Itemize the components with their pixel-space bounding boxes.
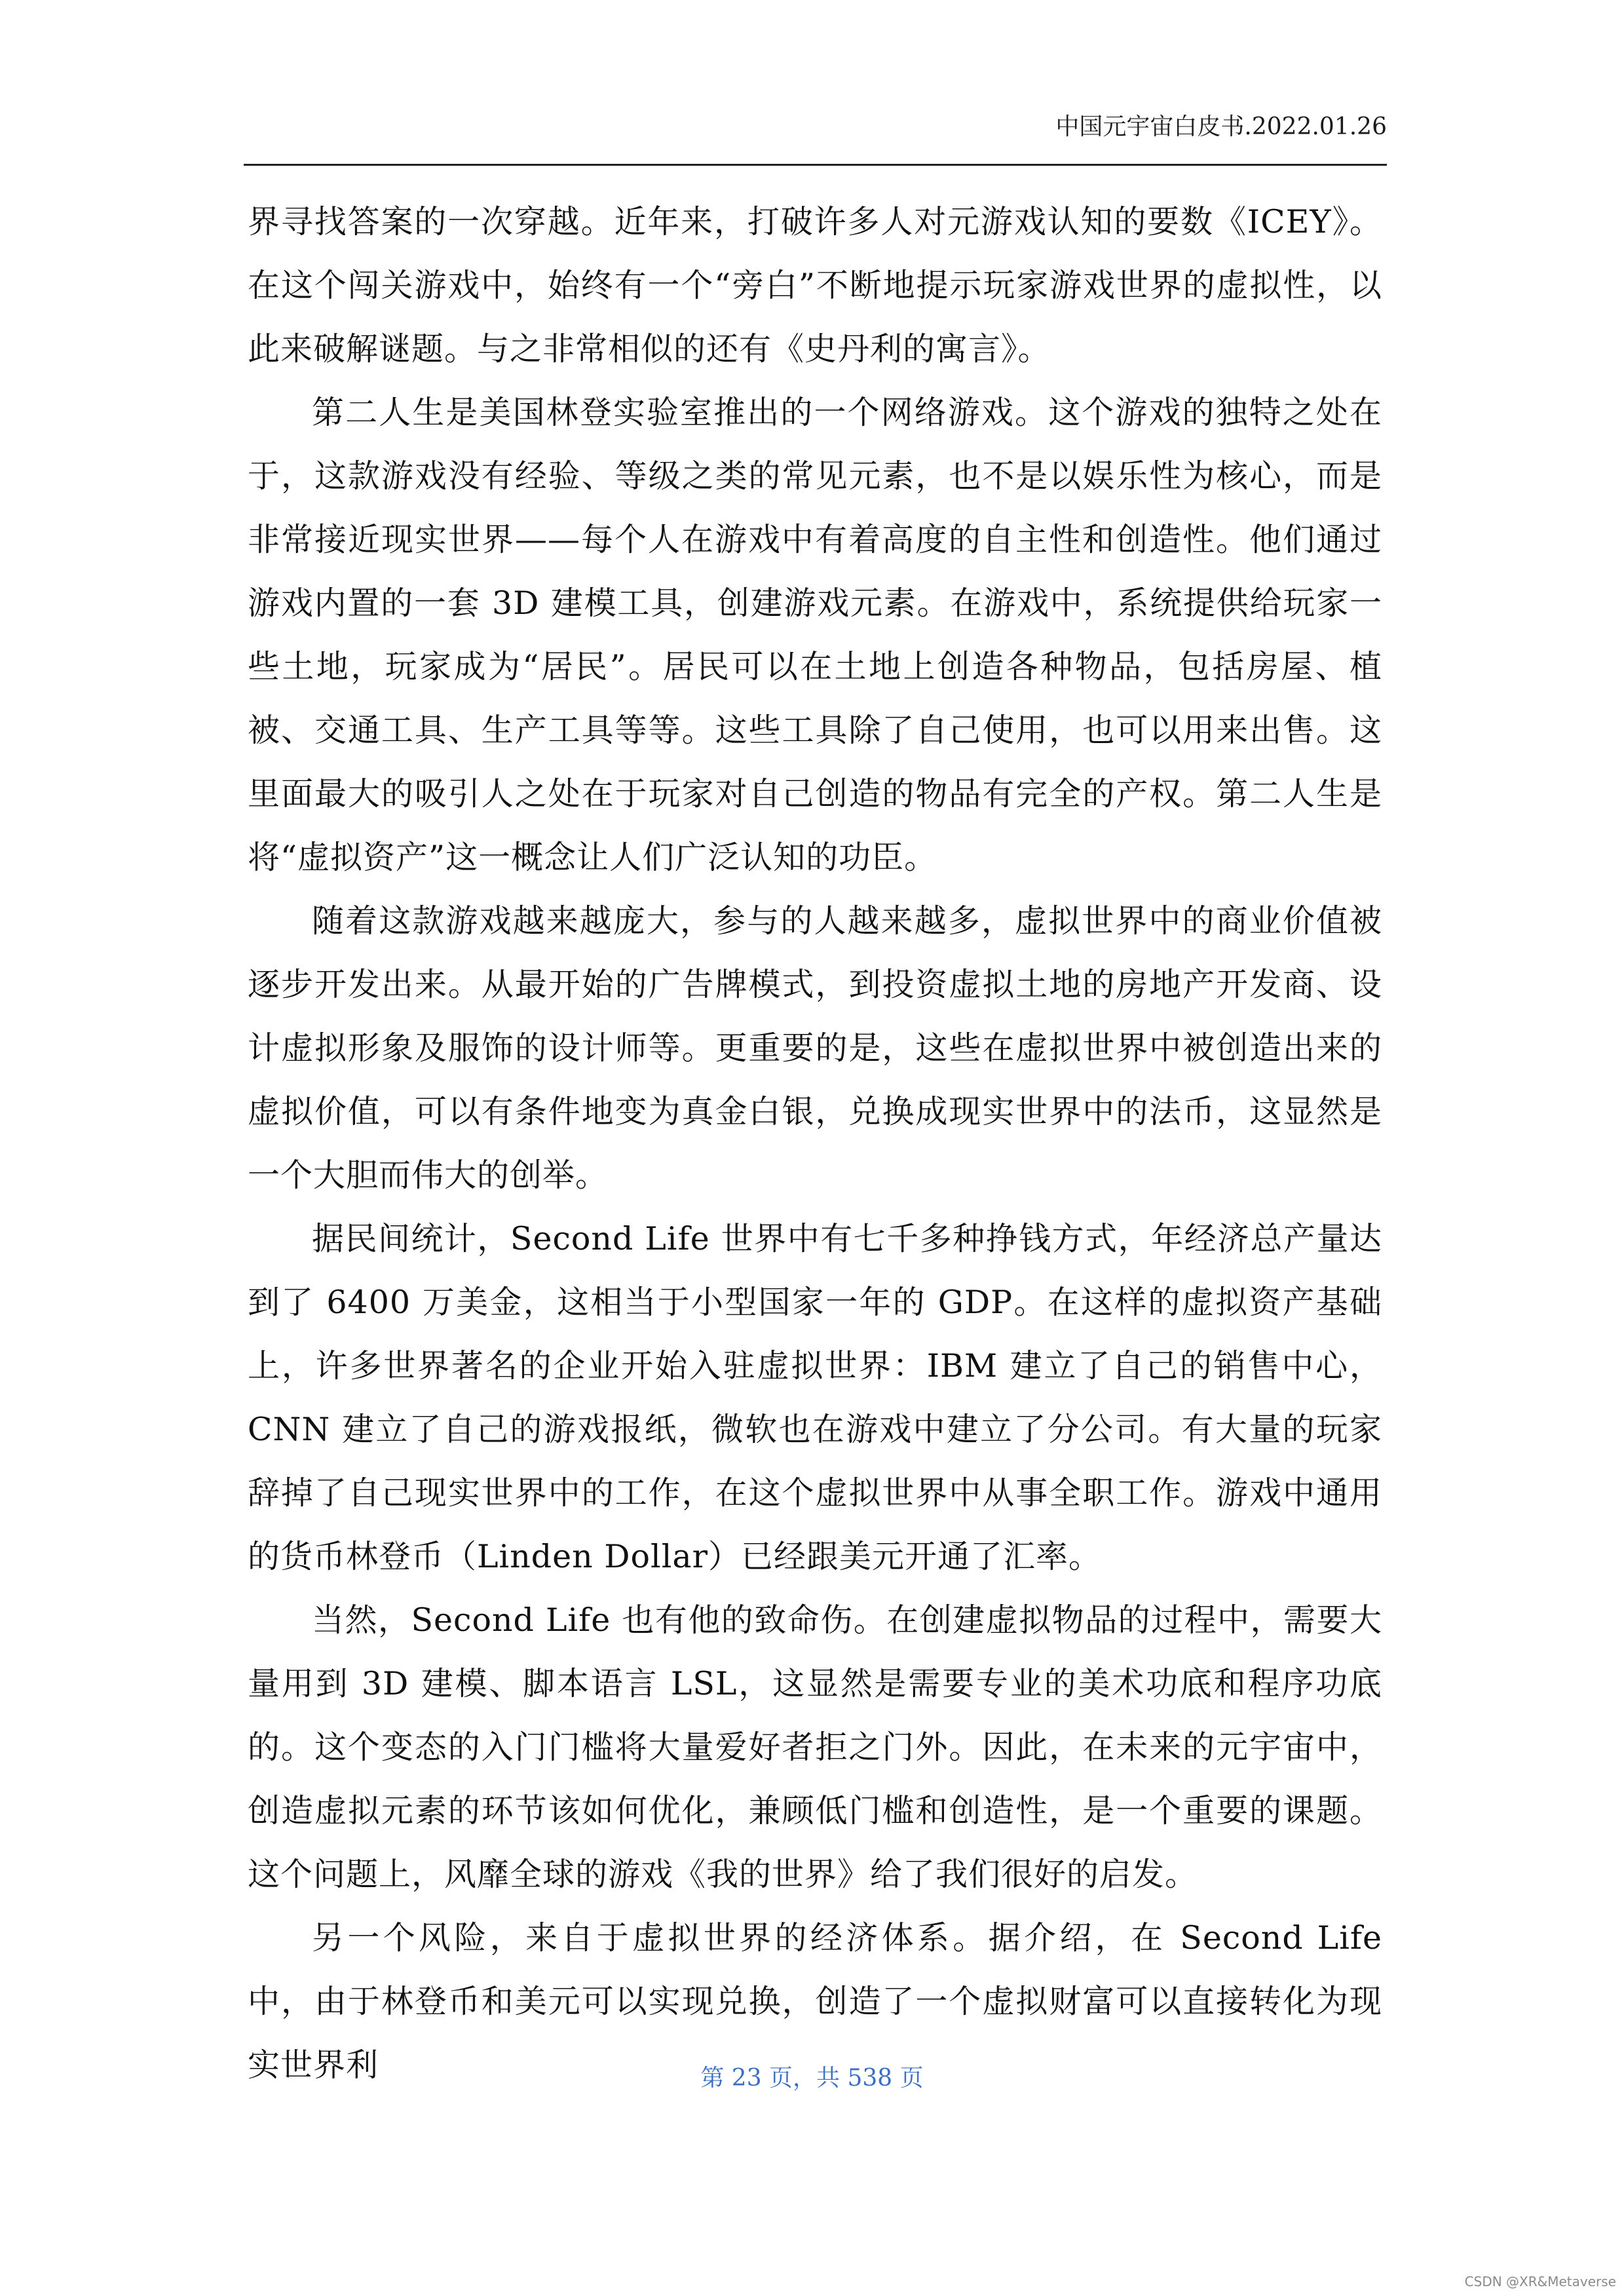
page-footer [0, 2063, 1624, 2094]
page-number: 第 23 页，共 538 页 [700, 2065, 924, 2092]
watermark: CSDN @XR&Metaverse [1464, 2274, 1616, 2289]
paragraph-4: 据民间统计，Second Life 世界中有七千多种挣钱方式，年经济总产量达到了 6400 万美金，这相当于小型国家一年的 GDP。在这样的虚拟资产基础上，许多世界著名的企业开始入驻虚拟世界：IBM 建立了自己的销售中心，CNN 建立了自己的游戏报纸，微软也在游戏中建立了分公司。有大量的玩家辞掉了自己现实世界中的工作，在这个虚拟世界中从事全职工作。游戏中通用的货币林登币（Linden Dollar）已经跟美元开通了汇率。 [248, 1220, 1382, 1575]
paragraph-5: 当然，Second Life 也有他的致命伤。在创建虚拟物品的过程中，需要大量用到 3D 建模、脚本语言 LSL，这显然是需要专业的美术功底和程序功底的。这个变态的入门门槛将大量爱好者拒之门外。因此，在未来的元宇宙中，创造虚拟元素的环节该如何优化，兼顾低门槛和创造性，是一个重要的课题。这个问题上，风靡全球的游戏《我的世界》给了我们很好的启发。 [248, 1601, 1382, 1893]
paragraph-6: 另一个风险，来自于虚拟世界的经济体系。据介绍，在 Second Life 中，由于林登币和美元可以实现兑换，创造了一个虚拟财富可以直接转化为现实世界利 [248, 1919, 1382, 2084]
paragraph-1: 界寻找答案的一次穿越。近年来，打破许多人对元游戏认知的要数《ICEY》。在这个闯关游戏中，始终有一个“旁白”不断地提示玩家游戏世界的虚拟性，以此来破解谜题。与之非常相似的还有《史丹利的寓言》。 [248, 203, 1382, 368]
document-title: 中国元宇宙白皮书.2022.01.26 [1055, 113, 1387, 140]
document-body [248, 190, 1382, 2097]
header-divider [244, 164, 1387, 166]
paragraph-2: 第二人生是美国林登实验室推出的一个网络游戏。这个游戏的独特之处在于，这款游戏没有经验、等级之类的常见元素，也不是以娱乐性为核心，而是非常接近现实世界——每个人在游戏中有着高度的自主性和创造性。他们通过游戏内置的一套 3D 建模工具，创建游戏元素。在游戏中，系统提供给玩家一些土地，玩家成为“居民”。居民可以在土地上创造各种物品，包括房屋、植被、交通工具、生产工具等等。这些工具除了自己使用，也可以用来出售。这里面最大的吸引人之处在于玩家对自己创造的物品有完全的产权。第二人生是将“虚拟资产”这一概念让人们广泛认知的功臣。 [248, 394, 1382, 876]
page-header [244, 111, 1387, 143]
paragraph-3: 随着这款游戏越来越庞大，参与的人越来越多，虚拟世界中的商业价值被逐步开发出来。从最开始的广告牌模式，到投资虚拟土地的房地产开发商、设计虚拟形象及服饰的设计师等。更重要的是，这些在虚拟世界中被创造出来的虚拟价值，可以有条件地变为真金白银，兑换成现实世界中的法币，这显然是一个大胆而伟大的创举。 [248, 902, 1382, 1194]
